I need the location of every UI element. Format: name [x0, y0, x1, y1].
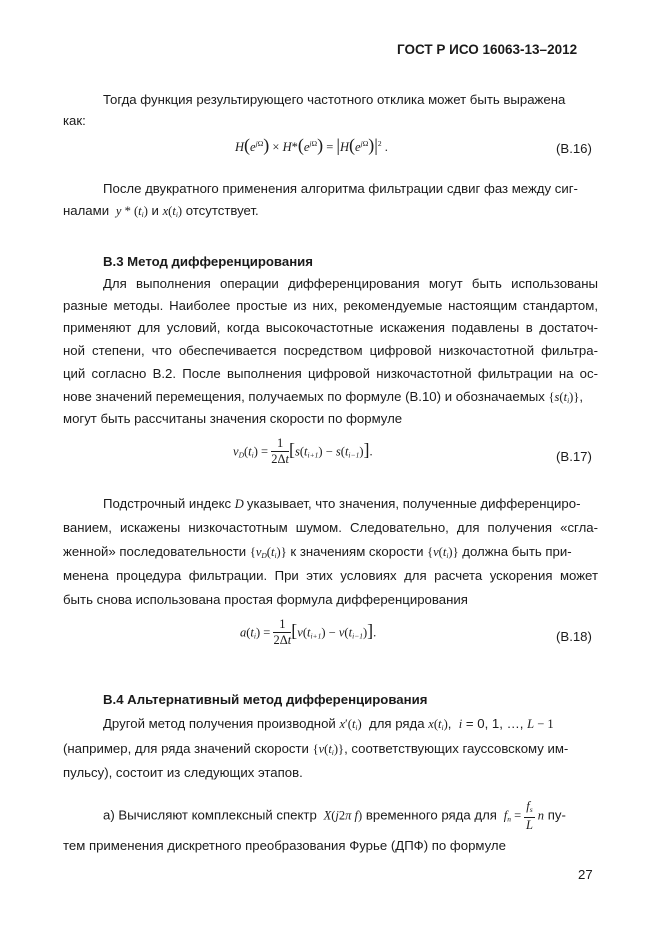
- page-number: 27: [578, 867, 593, 882]
- paragraph-line: Тогда функция результирующего частотного отклика может быть выражена: [103, 92, 566, 107]
- text-fragment: указывает, что значения, полученные дифференциро-: [246, 496, 581, 511]
- paragraph-line: применяют для условий, когда высокочастотные искажения подавлены в достаточ-: [63, 320, 598, 335]
- paragraph-line: Другой метод получения производной $x'(t_i)$ для ряда $x(t_i)$, i = 0, 1, …, L − 1: [103, 716, 554, 732]
- paragraph-line: разные методы. Наиболее простые из них, рекомендуемые настоящим стандартом,: [63, 298, 598, 313]
- text-fragment: нове значений перемещения, получаемых по формуле (B.10) и обозначаемых: [63, 389, 545, 404]
- text-fragment: женной» последовательности: [63, 544, 247, 559]
- section-title: B.3 Метод дифференцирования: [103, 254, 313, 269]
- text-fragment: , соответствующих гауссовскому им-: [344, 741, 569, 756]
- text-fragment: (например, для ряда значений скорости: [63, 741, 309, 756]
- paragraph-line: менена процедура фильтрации. При этих условиях для расчета ускорения может: [63, 568, 598, 583]
- paragraph-line: тем применения дискретного преобразования Фурье (ДПФ) по формуле: [63, 838, 506, 853]
- paragraph-line: могут быть рассчитаны значения скорости по формуле: [63, 411, 403, 426]
- text-fragment: для ряда: [369, 716, 425, 731]
- paragraph-line: (например, для ряда значений скорости $\{v(t_i)\}$, соответствующих гауссовскому им-: [63, 741, 569, 757]
- paragraph-line: После двукратного применения алгоритма фильтрации сдвиг фаз между сиг-: [103, 181, 578, 196]
- section-title: B.4 Альтернативный метод дифференцирования: [103, 692, 428, 707]
- paragraph-line: налами y * $(t_i)$ и $x(t_i)$ отсутствует.: [63, 203, 259, 219]
- equation-number: (B.17): [556, 449, 592, 464]
- text-fragment: налами: [63, 203, 110, 218]
- list-item-a: а) Вычисляют комплексный спектр X(j2π f) временного ряда для $f_n$ = $\frac{f_s}{L}$ n пу-: [103, 799, 566, 832]
- paragraph-line: Для выполнения операции дифференцирования могут быть использованы: [103, 276, 598, 291]
- equation-b18: $a(t_i)$ = $\frac{1}{2\Delta t}$ $[v(t_{i+1}) - v(t_{i-1})]$.: [240, 617, 377, 647]
- text-fragment: и: [151, 203, 159, 218]
- paragraph-line: ций согласно B.2. После выполнения цифровой низкочастотной фильтрации на ос-: [63, 366, 598, 381]
- text-fragment: = 0, 1, …,: [465, 716, 524, 731]
- text-fragment: временного ряда для: [365, 807, 497, 823]
- paragraph-line: Подстрочный индекс D указывает, что значения, полученные дифференциро-: [103, 496, 581, 511]
- text-fragment: а) Вычисляют комплексный спектр: [103, 807, 317, 823]
- paragraph-line: ванием, искажены низкочастотным шумом. Следовательно, для получения «сгла-: [63, 520, 598, 535]
- paragraph-line: ной степени, что обеспечивается посредством цифровой низкочастотной фильтра-: [63, 343, 598, 358]
- text-fragment: Подстрочный индекс: [103, 496, 232, 511]
- equation-number: (B.16): [556, 141, 592, 156]
- paragraph-line: женной» последовательности $\{v_D(t_i)\}$ к значениям скорости $\{v(t_i)\}$ должна быть при-: [63, 544, 572, 560]
- text-fragment: отсутствует.: [185, 203, 259, 218]
- text-fragment: к значениям скорости: [290, 544, 424, 559]
- paragraph-line: пульсу), состоит из следующих этапов.: [63, 765, 303, 780]
- equation-b16: $H(e^{j\Omega}) \times H*(e^{j\Omega}) = |H(e^{j\Omega})|^2$ .: [235, 135, 388, 155]
- paragraph-line: нове значений перемещения, получаемых по формуле (B.10) и обозначаемых $\{s(t_i)\}$,: [63, 389, 583, 405]
- text-fragment: Другой метод получения производной: [103, 716, 336, 731]
- paragraph-line: быть снова использована простая формула дифференцирования: [63, 592, 468, 607]
- paragraph-line: как:: [63, 113, 86, 128]
- equation-b17: $v_D(t_i)$ = $\frac{1}{2\Delta t}$ $[s(t_{i+1}) - s(t_{i-1})]$.: [233, 436, 373, 466]
- equation-number: (B.18): [556, 629, 592, 644]
- document-header: ГОСТ Р ИСО 16063-13–2012: [397, 42, 578, 57]
- text-fragment: должна быть при-: [462, 544, 572, 559]
- text-fragment: пу-: [547, 807, 566, 823]
